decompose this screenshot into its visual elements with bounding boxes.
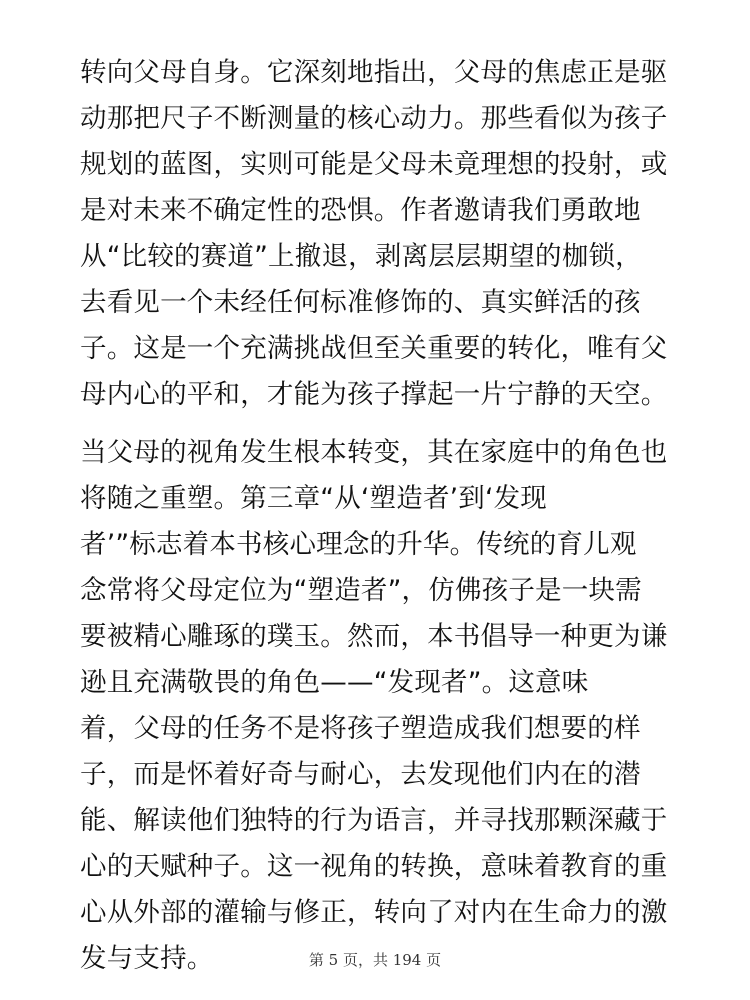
text-line: 规划的蓝图，实则可能是父母未竟理想的投射，或: [80, 149, 668, 180]
text-line: 母内心的平和，才能为孩子撑起一片宁静的天空。: [80, 379, 668, 410]
text-line: 能、解读他们独特的行为语言，并寻找那颗深藏于: [80, 805, 668, 836]
text-line: 心从外部的灌输与修正，转向了对内在生命力的激: [80, 897, 668, 928]
text-line: 当父母的视角发生根本转变，其在家庭中的角色也: [80, 437, 668, 468]
text-line: 动那把尺子不断测量的核心动力。那些看似为孩子: [80, 103, 668, 134]
text-line: 将随之重塑。第三章“从‘塑造者’到‘发现: [80, 483, 547, 514]
text-line: 者’”标志着本书核心理念的升华。传统的育儿观: [80, 529, 637, 560]
text-line: 念常将父母定位为“塑造者”，仿佛孩子是一块需: [80, 575, 642, 606]
text-line: 去看见一个未经任何标准修饰的、真实鲜活的孩: [80, 287, 641, 318]
page-number: 第 5 页，共 194 页: [308, 951, 442, 969]
text-line: 逊且充满敬畏的角色——“发现者”。这意味: [80, 667, 589, 698]
text-line: 子。这是一个充满挑战但至关重要的转化，唯有父: [80, 333, 668, 364]
body-text: [80, 50, 680, 982]
text-line: 心的天赋种子。这一视角的转换，意味着教育的重: [80, 851, 668, 882]
text-line: 从“比较的赛道”上撤退，剥离层层期望的枷锁，: [80, 241, 642, 272]
paragraph-1: [80, 50, 680, 418]
text-line: 发与支持。: [80, 943, 214, 974]
text-line: 转向父母自身。它深刻地指出，父母的焦虑正是驱: [80, 57, 668, 88]
text-line: 要被精心雕琢的璞玉。然而，本书倡导一种更为谦: [80, 621, 668, 652]
text-line: 是对未来不确定性的恐惧。作者邀请我们勇敢地: [80, 195, 641, 226]
text-line: 子，而是怀着好奇与耐心，去发现他们内在的潜: [80, 759, 641, 790]
paragraph-2: [80, 430, 680, 982]
text-line: 着，父母的任务不是将孩子塑造成我们想要的样: [80, 713, 641, 744]
